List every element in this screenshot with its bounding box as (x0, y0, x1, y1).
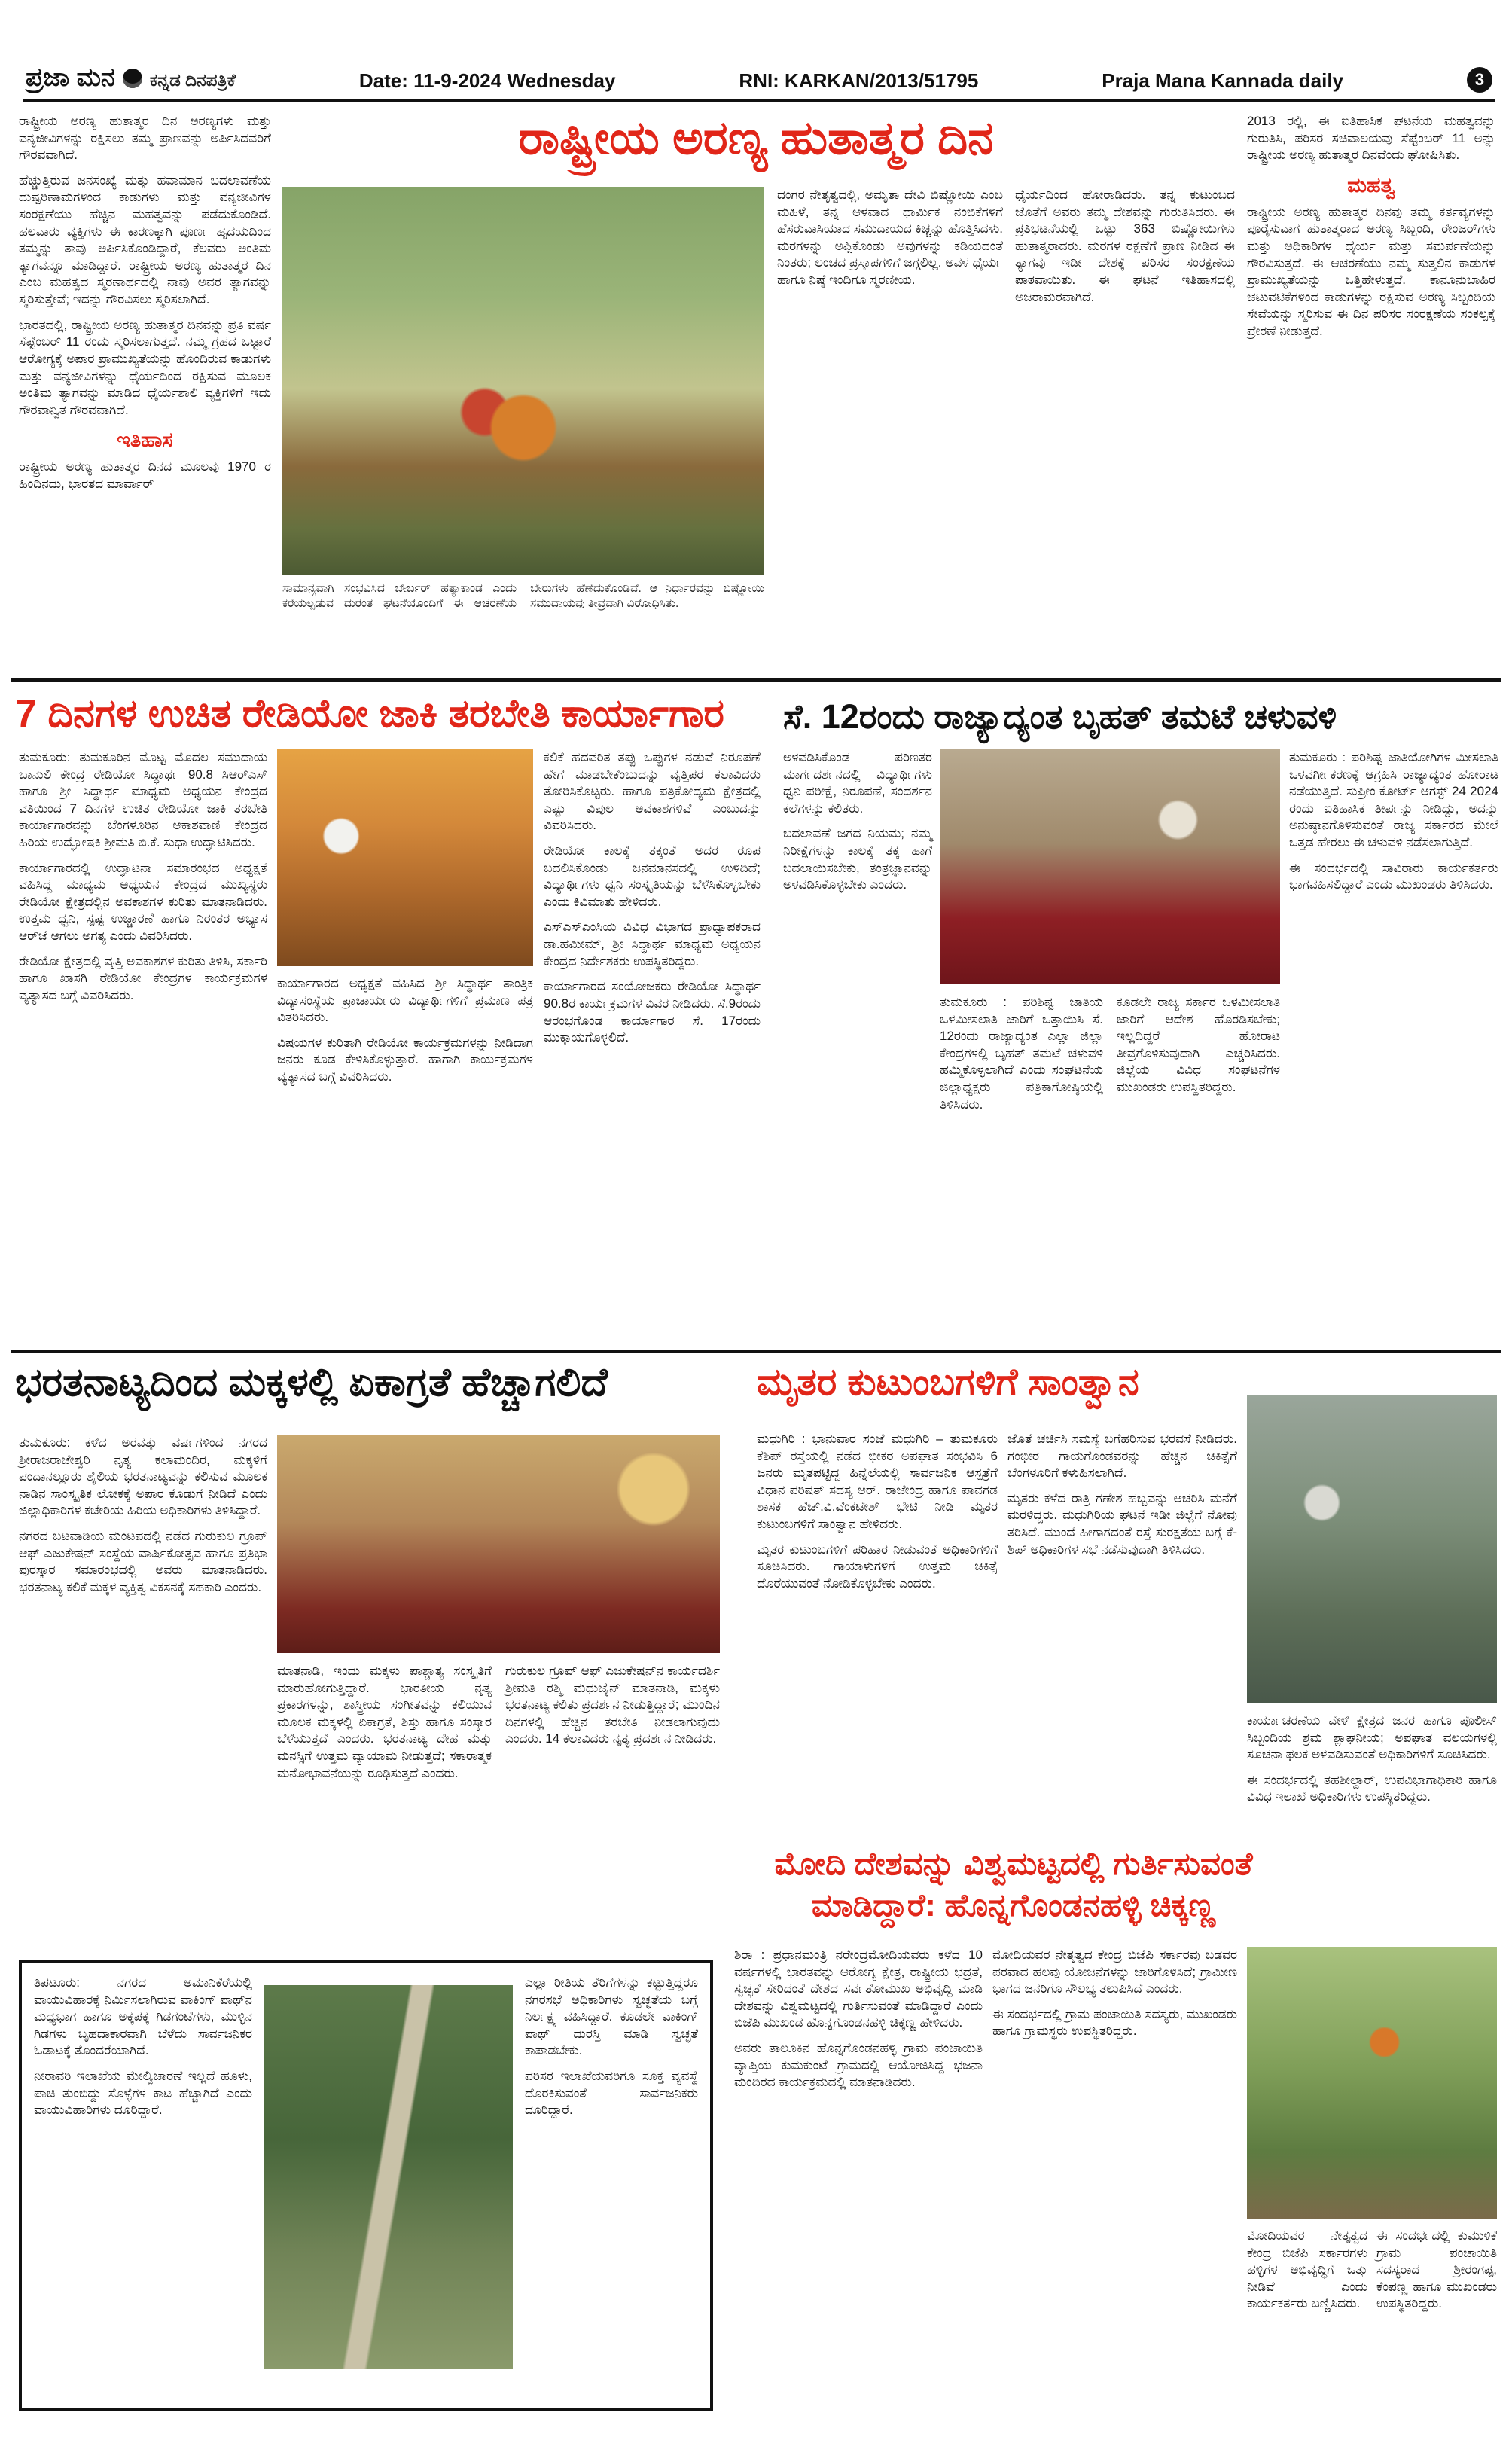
radio-article-col1 (19, 749, 267, 1346)
forest-article-headline: ರಾಷ್ಟ್ರೀಯ ಅರಣ್ಯ ಹುತಾತ್ಮರ ದಿನ (518, 112, 994, 164)
modi-headline-line2: ಮಾಡಿದ್ದಾರೆ: ಹೊನ್ನಗೊಂಡನಹಳ್ಳಿ ಚಿಕ್ಕಣ್ಣ (811, 1886, 1216, 1923)
paragraph: ತಿಪಟೂರು: ನಗರದ ಅಮಾನಿಕೆರೆಯಲ್ಲಿ ವಾಯುವಿಹಾರಕ್ಕೆ ನಿರ್ಮಿಸಲಾಗಿರುವ ವಾಕಿಂಗ್ ಪಾಥ್‌ನ ಮಧ್ಯಭಾಗ ಹಾಗೂ ಅಕ್ಕಪಕ್ಕ ಗಿಡಗಂಟೆಗಳು, ಮುಳ್ಳಿನ ಗಿಡಗಳು ಬೃಹದಾಕಾರವಾಗಿ ಬೆಳೆದು ಸಾರ್ವಜನಿಕರ ಓಡಾಟಕ್ಕೆ ತೊಂದರೆಯಾಗಿದೆ. (34, 1975, 252, 2058)
paragraph: ವಿಷಯಗಳ ಕುರಿತಾಗಿ ರೇಡಿಯೋ ಕಾರ್ಯಕ್ರಮಗಳನ್ನು ನೀಡಿದಾಗ ಜನರು ಕೂಡ ಕೇಳಿಸಿಕೊಳ್ಳುತ್ತಾರೆ. ಹಾಗಾಗಿ ಕಾರ್ಯಕ್ರಮಗಳ ವ್ಯತ್ಯಾಸದ ಬಗ್ಗೆ ವಿವರಿಸಿದರು. (277, 1035, 533, 1084)
tamate-article-right-col (1289, 749, 1498, 1346)
forest-importance-heading: ಮಹತ್ವ (1347, 173, 1395, 197)
forest-memorial-photo (282, 187, 764, 575)
paragraph: ಮಾತನಾಡಿ, ಇಂದು ಮಕ್ಕಳು ಪಾಶ್ಚಾತ್ಯ ಸಂಸ್ಕೃತಿಗೆ ಮಾರುಹೋಗುತ್ತಿದ್ದಾರೆ. ಭಾರತೀಯ ನೃತ್ಯ ಪ್ರಕಾರಗಳನ್ನು, ಶಾಸ್ತ್ರೀಯ ಸಂಗೀತವನ್ನು ಕಲಿಯುವ ಮೂಲಕ ಮಕ್ಕಳಲ್ಲಿ ಏಕಾಗ್ರತೆ, ಶಿಸ್ತು ಹಾಗೂ ಸಂಸ್ಕಾರ ಬೆಳೆಯುತ್ತದೆ ಎಂದರು. ಭರತನಾಟ್ಯ ದೇಹ ಮತ್ತು ಮನಸ್ಸಿಗೆ ಉತ್ತಮ ವ್ಯಾಯಾಮ ನೀಡುತ್ತದೆ; ಸಕಾರಾತ್ಮಕ ಮನೋಭಾವನೆಯನ್ನು ರೂಢಿಸುತ್ತದೆ ಎಂದರು. (277, 1664, 492, 1780)
radio-article-col4 (783, 749, 932, 1346)
lake-complaint-box (19, 1960, 713, 2411)
paragraph: ಗುರುಕುಲ ಗ್ರೂಪ್ ಆಫ್ ಎಜುಕೇಷನ್‌ನ ಕಾರ್ಯದರ್ಶಿ ಶ್ರೀಮತಿ ರಶ್ಮಿ ಮಧುಜೈನ್ ಮಾತನಾಡಿ, ಮಕ್ಕಳು ಭರತನಾಟ್ಯ ಕಲಿತು ಪ್ರದರ್ಶನ ನೀಡುತ್ತಿದ್ದಾರೆ; ಮುಂದಿನ ದಿನಗಳಲ್ಲಿ ಹೆಚ್ಚಿನ ತರಬೇತಿ ನೀಡಲಾಗುವುದು ಎಂದರು. 14 ಕಲಾವಿದರು ನೃತ್ಯ ಪ್ರದರ್ಶನ ನೀಡಿದರು. (505, 1664, 720, 1746)
section-divider (11, 1350, 1501, 1353)
bharatanatya-article-under-photo (277, 1663, 720, 1953)
paragraph: ತುಮಕೂರು : ಪರಿಶಿಷ್ಟ ಜಾತಿಯೋಗಿಗಳ ಮೀಸಲಾತಿ ಒಳವರ್ಗೀಕರಣಕ್ಕೆ ಆಗ್ರಹಿಸಿ ರಾಜ್ಯಾದ್ಯಂತ ಹೋರಾಟ ನಡೆಯುತ್ತಿದೆ. ಸುಪ್ರೀಂ ಕೋರ್ಟ್ ಆಗಸ್ಟ್ 24 2024 ರಂದು ಐತಿಹಾಸಿಕ ತೀರ್ಪನ್ನು ನೀಡಿದ್ದು, ಅದನ್ನು ಅನುಷ್ಠಾನಗೊಳಿಸುವಂತೆ ರಾಜ್ಯ ಸರ್ಕಾರದ ಮೇಲೆ ಒತ್ತಡ ಹೇರಲು ಈ ಚಳುವಳಿ ನಡೆಸಲಾಗುತ್ತಿದೆ. (1289, 750, 1498, 850)
accident-article-headline: ಮೃತರ ಕುಟುಂಬಗಳಿಗೆ ಸಾಂತ್ವಾನ (757, 1361, 1139, 1403)
paragraph: ಅವರು ತಾಲೂಕಿನ ಹೊನ್ನಗೊಂಡನಹಳ್ಳಿ ಗ್ರಾಮ ಪಂಚಾಯಿತಿ ವ್ಯಾಪ್ತಿಯ ಕುಮಕುಂಟೆ ಗ್ರಾಮದಲ್ಲಿ ಆಯೋಜಿಸಿದ್ದ ಭಜನಾ ಮಂದಿರದ ಕಾರ್ಯಕ್ರಮದಲ್ಲಿ ಮಾತನಾಡಿದರು. (734, 2041, 983, 2090)
paper-name-english: Praja Mana Kannada daily (1102, 69, 1344, 92)
masthead-title: ಪ್ರಜಾ ಮನ (26, 63, 115, 92)
modi-article-col3 (1247, 2228, 1367, 2429)
paragraph: ಈ ಸಂದರ್ಭದಲ್ಲಿ ಗ್ರಾಮ ಪಂಚಾಯಿತಿ ಸದಸ್ಯರು, ಮುಖಂಡರು ಹಾಗೂ ಗ್ರಾಮಸ್ಥರು ಉಪಸ್ಥಿತರಿದ್ದರು. (992, 2006, 1237, 2039)
paragraph: ಭಾರತದಲ್ಲಿ, ರಾಷ್ಟ್ರೀಯ ಅರಣ್ಯ ಹುತಾತ್ಮರ ದಿನವನ್ನು ಪ್ರತಿ ವರ್ಷ ಸೆಪ್ಟೆಂಬರ್ 11 ರಂದು ಸ್ಮರಿಸಲಾಗುತ್ತದೆ. ನಮ್ಮ ಗ್ರಹದ ಒಟ್ಟಾರೆ ಆರೋಗ್ಯಕ್ಕೆ ಅಪಾರ ಪ್ರಾಮುಖ್ಯತೆಯನ್ನು ಹೊಂದಿರುವ ಕಾಡುಗಳು ಮತ್ತು ವನ್ಯಜೀವಿಗಳನ್ನು ಧೈರ್ಯದಿಂದ ರಕ್ಷಿಸುವ ಮೂಲಕ ಅಂತಿಮ ತ್ಯಾಗವನ್ನು ಮಾಡಿದ ಧೈರ್ಯಶಾಲಿ ವ್ಯಕ್ತಿಗಳಿಗೆ ಇದು ಗೌರವಾನ್ವಿತ ಗೌರವವಾಗಿದೆ. (19, 317, 271, 417)
paragraph: ತುಮಕೂರು : ಪರಿಶಿಷ್ಟ ಜಾತಿಯ ಒಳಮೀಸಲಾತಿ ಜಾರಿಗೆ ಒತ್ತಾಯಿಸಿ ಸೆ. 12ರಂದು ರಾಜ್ಯಾದ್ಯಂತ ಎಲ್ಲಾ ಜಿಲ್ಲಾ ಕೇಂದ್ರಗಳಲ್ಲಿ ಬೃಹತ್ ತಮಟೆ ಚಳುವಳಿ ಹಮ್ಮಿಕೊಳ್ಳಲಾಗಿದೆ ಎಂದು ಸಂಘಟನೆಯ ಜಿಲ್ಲಾಧ್ಯಕ್ಷರು ಪತ್ರಿಕಾಗೋಷ್ಠಿಯಲ್ಲಿ ತಿಳಿಸಿದರು. (940, 995, 1103, 1112)
modi-article-col4 (1376, 2228, 1497, 2429)
accident-article-col1 (757, 1431, 998, 1834)
paragraph: ಕಾರ್ಯಾಗಾರದ ಸಂಯೋಜಕರು ರೇಡಿಯೋ ಸಿದ್ಧಾರ್ಥ 90.8ರ ಕಾರ್ಯಕ್ರಮಗಳ ವಿವರ ನೀಡಿದರು. ಸೆ.9ರಂದು ಆರಂಭಗೊಂಡ ಕಾರ್ಯಾಗಾರ ಸೆ. 17ರಂದು ಮುಕ್ತಾಯಗೊಳ್ಳಲಿದೆ. (544, 979, 761, 1045)
forest-article-col4 (1247, 113, 1495, 674)
paragraph: ಹೆಚ್ಚುತ್ತಿರುವ ಜನಸಂಖ್ಯೆ ಮತ್ತು ಹವಾಮಾನ ಬದಲಾವಣೆಯ ದುಷ್ಪರಿಣಾಮಗಳಿಂದ ಕಾಡುಗಳು ಮತ್ತು ವನ್ಯಜೀವಿಗಳ ಸಂರಕ್ಷಣೆಯು ಹೆಚ್ಚಿನ ಮಹತ್ವವನ್ನು ಪಡೆದುಕೊಂಡಿದೆ. ಹಲವಾರು ವ್ಯಕ್ತಿಗಳು ಈ ಕಾರಣಕ್ಕಾಗಿ ಪೂರ್ಣ ಹೃದಯದಿಂದ ತಮ್ಮನ್ನು ತಾವು ಅರ್ಪಿಸಿಕೊಂಡಿದ್ದಾರೆ, ಕೆಲವರು ಅಂತಿಮ ತ್ಯಾಗವನ್ನೂ ಮಾಡಿದ್ದಾರೆ. ರಾಷ್ಟ್ರೀಯ ಅರಣ್ಯ ಹುತಾತ್ಮರ ದಿನ ಎಂಬ ಮಹತ್ವದ ಸ್ಮರಣಾರ್ಥದಲ್ಲಿ ನಾವು ಅವರ ತ್ಯಾಗವನ್ನು ಸ್ಮರಿಸುತ್ತೇವೆ; ಇದನ್ನು ಗೌರವಿಸಲು ಸ್ಮರಿಸಲಾಗಿದೆ. (19, 172, 271, 307)
radio-article-headline: 7 ದಿನಗಳ ಉಚಿತ ರೇಡಿಯೋ ಜಾಕಿ ತರಬೇತಿ ಕಾರ್ಯಾಗಾರ (15, 692, 724, 736)
page-header (23, 63, 1495, 102)
bharatanatya-article-headline: ಭರತನಾಟ್ಯದಿಂದ ಮಕ್ಕಳಲ್ಲಿ ಏಕಾಗ್ರತೆ ಹೆಚ್ಚಾಗಲಿದೆ (15, 1361, 608, 1405)
page-number-badge: 3 (1467, 67, 1492, 93)
paragraph: ಧೈರ್ಯದಿಂದ ಹೋರಾಡಿದರು. ತನ್ನ ಕುಟುಂಬದ ಜೊತೆಗೆ ಅವರು ತಮ್ಮ ದೇಶವನ್ನು ಗುರುತಿಸಿದರು. ಈ ಪ್ರತಿಭಟನೆಯಲ್ಲಿ ಒಟ್ಟು 363 ಬಿಷ್ಣೋಯಿಗಳು ಹುತಾತ್ಮರಾದರು. ಮರಗಳ ರಕ್ಷಣೆಗೆ ಪ್ರಾಣ ನೀಡಿದ ಈ ತ್ಯಾಗವು ಇಡೀ ದೇಶಕ್ಕೆ ಪರಿಸರ ಸಂರಕ್ಷಣೆಯ ಪಾಠವಾಯಿತು. ಈ ಘಟನೆ ಇತಿಹಾಸದಲ್ಲಿ ಅಜರಾಮರವಾಗಿದೆ. (1015, 188, 1235, 304)
paragraph: ರಾಷ್ಟ್ರೀಯ ಅರಣ್ಯ ಹುತಾತ್ಮರ ದಿನದ ಮೂಲವು 1970 ರ ಹಿಂದಿನದು, ಭಾರತದ ಮಾರ್ವಾರ್ (19, 459, 271, 491)
forest-photo-caption: ಸಾಮಾನ್ಯವಾಗಿ ಸಂಭವಿಸಿದ ಬೇರ್ಬರ್ ಹತ್ಯಾಕಾಂಡ ಎಂದು ಕರೆಯಲ್ಪಡುವ ದುರಂತ ಘಟನೆಯೊಂದಿಗೆ ಈ ಆಚರಣೆಯ ಬೇರುಗಳು ಹೆಣೆದುಕೊಂಡಿವೆ. ಆ ನಿರ್ಧಾರವನ್ನು ಬಿಷ್ಣೋಯಿ ಸಮುದಾಯವು ತೀವ್ರವಾಗಿ ವಿರೋಧಿಸಿತು. (282, 582, 764, 611)
paragraph: ಮೃತರು ಕಳೆದ ರಾತ್ರಿ ಗಣೇಶ ಹಬ್ಬವನ್ನು ಆಚರಿಸಿ ಮನೆಗೆ ಮರಳಿದ್ದರು. ಮಧುಗಿರಿಯ ಘಟನೆ ಇಡೀ ಜಿಲ್ಲೆಗೆ ನೋವು ತರಿಸಿದೆ. ಮುಂದೆ ಹೀಗಾಗದಂತೆ ರಸ್ತೆ ಸುರಕ್ಷತೆಯ ಬಗ್ಗೆ ಕೆ-ಶಿಪ್ ಅಧಿಕಾರಿಗಳ ಸಭೆ ನಡೆಸುವುದಾಗಿ ತಿಳಿಸಿದರು. (1007, 1490, 1237, 1557)
lake-walking-path-photo (264, 1985, 513, 2369)
masthead (26, 63, 236, 93)
modi-headline-line1: ಮೋದಿ ದೇಶವನ್ನು ವಿಶ್ವಮಟ್ಟದಲ್ಲಿ ಗುರ್ತಿಸುವಂತೆ (774, 1846, 1253, 1881)
paragraph: ಕೂಡಲೇ ರಾಜ್ಯ ಸರ್ಕಾರ ಒಳಮೀಸಲಾತಿ ಜಾರಿಗೆ ಆದೇಶ ಹೊರಡಿಸಬೇಕು; ಇಲ್ಲದಿದ್ದರೆ ಹೋರಾಟ ತೀವ್ರಗೊಳಿಸುವುದಾಗಿ ಎಚ್ಚರಿಸಿದರು. ಜಿಲ್ಲೆಯ ವಿವಿಧ ಸಂಘಟನೆಗಳ ಮುಖಂಡರು ಉಪಸ್ಥಿತರಿದ್ದರು. (1117, 995, 1280, 1095)
bharatanatya-article-col1 (19, 1435, 267, 1953)
lake-box-col2 (525, 1975, 698, 2396)
paragraph: ಮೋದಿಯವರ ನೇತೃತ್ವದ ಕೇಂದ್ರ ಬಿಜೆಪಿ ಸರ್ಕಾರಗಳು ಹಳ್ಳಿಗಳ ಅಭಿವೃದ್ಧಿಗೆ ಒತ್ತು ನೀಡಿವೆ ಎಂದು ಕಾರ್ಯಕರ್ತರು ಬಣ್ಣಿಸಿದರು. (1247, 2228, 1367, 2311)
date-line: Date: 11-9-2024 Wednesday (358, 69, 616, 92)
paragraph: ಎಸ್‌ಎಸ್‌ಎಂಸಿಯ ವಿವಿಧ ವಿಭಾಗದ ಪ್ರಾಧ್ಯಾಪಕರಾದ ಡಾ.ಹಮೀಮ್, ಶ್ರೀ ಸಿದ್ಧಾರ್ಥ ಮಾಧ್ಯಮ ಅಧ್ಯಯನ ಕೇಂದ್ರದ ನಿರ್ದೇಶಕರು ಉಪಸ್ಥಿತರಿದ್ದರು. (544, 920, 761, 968)
accident-visit-photo (1247, 1395, 1497, 1703)
tamate-article-under-photo (940, 994, 1280, 1345)
forest-article-col2 (777, 187, 1003, 673)
paragraph: ಅಳವಡಿಸಿಕೊಂಡ ಪರಿಣತರ ಮಾರ್ಗದರ್ಶನದಲ್ಲಿ ವಿದ್ಯಾರ್ಥಿಗಳು ಧ್ವನಿ ಪರೀಕ್ಷೆ, ನಿರೂಪಣೆ, ಸಂದರ್ಶನ ಕಲೆಗಳನ್ನು ಕಲಿತರು. (783, 750, 932, 816)
village-program-photo (1247, 1947, 1497, 2219)
paragraph: ರಾಷ್ಟ್ರೀಯ ಅರಣ್ಯ ಹುತಾತ್ಮರ ದಿನ ಅರಣ್ಯಗಳು ಮತ್ತು ವನ್ಯಜೀವಿಗಳನ್ನು ರಕ್ಷಿಸಲು ತಮ್ಮ ಪ್ರಾಣವನ್ನು ಅರ್ಪಿಸಿದವರಿಗೆ ಗೌರವವಾಗಿದೆ. (19, 114, 271, 163)
paragraph: ರೇಡಿಯೋ ಕ್ಷೇತ್ರದಲ್ಲಿ ವೃತ್ತಿ ಅವಕಾಶಗಳ ಕುರಿತು ತಿಳಿಸಿ, ಸರ್ಕಾರಿ ಹಾಗೂ ಖಾಸಗಿ ರೇಡಿಯೋ ಕೇಂದ್ರಗಳ ಕಾರ್ಯಕ್ರಮಗಳ ವ್ಯತ್ಯಾಸದ ಬಗ್ಗೆ ವಿವರಿಸಿದರು. (19, 953, 267, 1002)
paragraph: ರಾಷ್ಟ್ರೀಯ ಅರಣ್ಯ ಹುತಾತ್ಮರ ದಿನವು ತಮ್ಮ ಕರ್ತವ್ಯಗಳನ್ನು ಪೂರೈಸುವಾಗ ಹುತಾತ್ಮರಾದ ಅರಣ್ಯ ಸಿಬ್ಬಂದಿ, ರೇಂಜರ್‌ಗಳು ಮತ್ತು ಅಧಿಕಾರಿಗಳ ಧೈರ್ಯ ಮತ್ತು ಸಮರ್ಪಣೆಯನ್ನು ಗೌರವಿಸುತ್ತದೆ. ಈ ಆಚರಣೆಯು ನಮ್ಮ ಸುತ್ತಲಿನ ಕಾಡುಗಳ ಪ್ರಾಮುಖ್ಯತೆಯನ್ನು ಒತ್ತಿಹೇಳುತ್ತದೆ. ಕಾನೂನುಬಾಹಿರ ಚಟುವಟಿಕೆಗಳಿಂದ ಕಾಡುಗಳನ್ನು ರಕ್ಷಿಸುವ ಅರಣ್ಯ ಸಿಬ್ಬಂದಿಯ ಸೇವೆಯನ್ನು ಸ್ಮರಿಸುವ ಈ ದಿನ ಪರಿಸರ ಸಂರಕ್ಷಣೆಯ ಸಂಕಲ್ಪಕ್ಕೆ ಪ್ರೇರಣೆ ನೀಡುತ್ತದೆ. (1247, 204, 1495, 338)
paragraph: ಮಧುಗಿರಿ : ಭಾನುವಾರ ಸಂಜೆ ಮಧುಗಿರಿ – ತುಮಕೂರು ಕೆಶಿಪ್ ರಸ್ತೆಯಲ್ಲಿ ನಡೆದ ಭೀಕರ ಅಪಘಾತ ಸಂಭವಿಸಿ 6 ಜನರು ಮೃತಪಟ್ಟಿದ್ದ ಹಿನ್ನೆಲೆಯಲ್ಲಿ ಸಾರ್ವಜನಿಕ ಆಸ್ಪತ್ರೆಗೆ ವಿಧಾನ ಪರಿಷತ್ ಸದಸ್ಯ ಆರ್. ರಾಜೇಂದ್ರ ಹಾಗೂ ಪಾವಗಡ ಶಾಸಕ ಹೆಚ್.ವಿ.ವೆಂಕಟೇಶ್ ಭೇಟಿ ನೀಡಿ ಮೃತರ ಕುಟುಂಬಗಳಿಗೆ ಸಾಂತ್ವಾನ ಹೇಳಿದರು. (757, 1432, 998, 1532)
paragraph: ಪರಿಸರ ಇಲಾಖೆಯವರಿಗೂ ಸೂಕ್ತ ವ್ಯವಸ್ಥೆ ದೊರಕಿಸುವಂತೆ ಸಾರ್ವಜನಿಕರು ದೂರಿದ್ದಾರೆ. (525, 2069, 698, 2118)
paragraph: ಮೋದಿಯವರ ನೇತೃತ್ವದ ಕೇಂದ್ರ ಬಿಜೆಪಿ ಸರ್ಕಾರವು ಬಡವರ ಪರವಾದ ಹಲವು ಯೋಜನೆಗಳನ್ನು ಜಾರಿಗೊಳಿಸಿದೆ; ಗ್ರಾಮೀಣ ಭಾಗದ ಜನರಿಗೂ ಸೌಲಭ್ಯ ತಲುಪಿಸಿದೆ ಎಂದರು. (992, 1947, 1237, 1996)
rni-number: RNI: KARKAN/2013/51795 (739, 69, 979, 92)
paragraph: ಕಾರ್ಯಾಗಾರದಲ್ಲಿ ಉದ್ಘಾಟನಾ ಸಮಾರಂಭದ ಅಧ್ಯಕ್ಷತೆ ವಹಿಸಿದ್ದ ಮಾಧ್ಯಮ ಅಧ್ಯಯನ ಕೇಂದ್ರದ ಮುಖ್ಯಸ್ಥರು ರೇಡಿಯೋ ಕ್ಷೇತ್ರದಲ್ಲಿನ ಅವಕಾಶಗಳ ಕುರಿತು ಮಾತನಾಡಿದರು. ಉತ್ತಮ ಧ್ವನಿ, ಸ್ಪಷ್ಟ ಉಚ್ಚಾರಣೆ ಹಾಗೂ ನಿರಂತರ ಅಭ್ಯಾಸ ಆರ್‌ಜೆ ಆಗಲು ಅಗತ್ಯ ಎಂದು ವಿವರಿಸಿದರು. (19, 860, 267, 944)
paragraph: ಎಲ್ಲಾ ರೀತಿಯ ತೆರಿಗೆಗಳನ್ನು ಕಟ್ಟುತ್ತಿದ್ದರೂ ನಗರಸಭೆ ಅಧಿಕಾರಿಗಳು ಸ್ವಚ್ಛತೆಯ ಬಗ್ಗೆ ನಿರ್ಲಕ್ಷ್ಯ ವಹಿಸಿದ್ದಾರೆ. ಕೂಡಲೇ ವಾಕಿಂಗ್ ಪಾಥ್ ದುರಸ್ತಿ ಮಾಡಿ ಸ್ವಚ್ಛತೆ ಕಾಪಾಡಬೇಕು. (525, 1975, 698, 2058)
masthead-logo-icon (123, 69, 142, 88)
paragraph: ಈ ಸಂದರ್ಭದಲ್ಲಿ ಸಾವಿರಾರು ಕಾರ್ಯಕರ್ತರು ಭಾಗವಹಿಸಲಿದ್ದಾರೆ ಎಂದು ಮುಖಂಡರು ತಿಳಿಸಿದರು. (1289, 860, 1498, 892)
paragraph: ಈ ಸಂದರ್ಭದಲ್ಲಿ ತಹಶೀಲ್ದಾರ್, ಉಪವಿಭಾಗಾಧಿಕಾರಿ ಹಾಗೂ ವಿವಿಧ ಇಲಾಖೆ ಅಧಿಕಾರಿಗಳು ಉಪಸ್ಥಿತರಿದ್ದರು. (1247, 1772, 1497, 1804)
paragraph: ಈ ಸಂದರ್ಭದಲ್ಲಿ ಕುಮುಳಿಕೆ ಗ್ರಾಮ ಪಂಚಾಯಿತಿ ಸದಸ್ಯರಾದ ಶ್ರೀರಂಗಪ್ಪ, ಕೆಂಪಣ್ಣ ಹಾಗೂ ಮುಖಂಡರು ಉಪಸ್ಥಿತರಿದ್ದರು. (1376, 2228, 1497, 2311)
bharatanatya-group-photo (277, 1435, 720, 1653)
paragraph: ನಗರದ ಬಟವಾಡಿಯ ಮಂಟಪದಲ್ಲಿ ನಡೆದ ಗುರುಕುಲ ಗ್ರೂಪ್ ಆಫ್ ಎಜುಕೇಷನ್ ಸಂಸ್ಥೆಯ ವಾರ್ಷಿಕೋತ್ಸವ ಹಾಗೂ ಪ್ರತಿಭಾ ಪುರಸ್ಕಾರ ಸಮಾರಂಭದಲ್ಲಿ ಅವರು ಮಾತನಾಡಿದರು. ಭರತನಾಟ್ಯ ಕಲಿಕೆ ಮಕ್ಕಳ ವ್ಯಕ್ತಿತ್ವ ವಿಕಸನಕ್ಕೆ ಸಹಕಾರಿ ಎಂದರು. (19, 1529, 267, 1594)
masthead-subtitle: ಕನ್ನಡ ದಿನಪತ್ರಿಕೆ (149, 70, 236, 90)
paragraph: ಜೊತೆ ಚರ್ಚಿಸಿ ಸಮಸ್ಯೆ ಬಗೆಹರಿಸುವ ಭರವಸೆ ನೀಡಿದರು. ಗಂಭೀರ ಗಾಯಗೊಂಡವರನ್ನು ಹೆಚ್ಚಿನ ಚಿಕಿತ್ಸೆಗೆ ಬೆಂಗಳೂರಿಗೆ ಕಳುಹಿಸಲಾಗಿದೆ. (1007, 1432, 1237, 1481)
paragraph: ಮೃತರ ಕುಟುಂಬಗಳಿಗೆ ಪರಿಹಾರ ನೀಡುವಂತೆ ಅಧಿಕಾರಿಗಳಿಗೆ ಸೂಚಿಸಿದರು. ಗಾಯಾಳುಗಳಿಗೆ ಉತ್ತಮ ಚಿಕಿತ್ಸೆ ದೊರೆಯುವಂತೆ ನೋಡಿಕೊಳ್ಳಬೇಕು ಎಂದರು. (757, 1542, 998, 1591)
lake-box-col1 (34, 1975, 252, 2396)
tamate-article-headline: ಸೆ. 12ರಂದು ರಾಜ್ಯಾದ್ಯಂತ ಬೃಹತ್ ತಮಟೆ ಚಳುವಳಿ (783, 697, 1337, 736)
section-divider (11, 678, 1501, 682)
paragraph: 2013 ರಲ್ಲಿ, ಈ ಐತಿಹಾಸಿಕ ಘಟನೆಯ ಮಹತ್ವವನ್ನು ಗುರುತಿಸಿ, ಪರಿಸರ ಸಚಿವಾಲಯವು ಸೆಪ್ಟೆಂಬರ್ 11 ಅನ್ನು ರಾಷ್ಟ್ರೀಯ ಅರಣ್ಯ ಹುತಾತ್ಮರ ದಿನವೆಂದು ಘೋಷಿಸಿತು. (1247, 114, 1495, 163)
tamate-press-meet-photo (940, 749, 1280, 984)
radio-workshop-photo (277, 749, 533, 966)
paragraph: ಕಾರ್ಯಾಗಾರದ ಅಧ್ಯಕ್ಷತೆ ವಹಿಸಿದ ಶ್ರೀ ಸಿದ್ಧಾರ್ಥ ತಾಂತ್ರಿಕ ವಿದ್ಯಾಸಂಸ್ಥೆಯ ಪ್ರಾಚಾರ್ಯರು ವಿದ್ಯಾರ್ಥಿಗಳಿಗೆ ಪ್ರಮಾಣ ಪತ್ರ ವಿತರಿಸಿದರು. (277, 976, 533, 1025)
forest-article-col1 (19, 113, 271, 674)
accident-article-col2 (1007, 1431, 1237, 1834)
modi-article-headline (753, 1844, 1274, 1926)
paragraph: ಬದಲಾವಣೆ ಜಗದ ನಿಯಮ; ನಮ್ಮ ನಿರೀಕ್ಷೆಗಳನ್ನು ಕಾಲಕ್ಕೆ ತಕ್ಕ ಹಾಗೆ ಬದಲಾಯಿಸಬೇಕು, ತಂತ್ರಜ್ಞಾನವನ್ನು ಅಳವಡಿಸಿಕೊಳ್ಳಬೇಕು ಎಂದರು. (783, 826, 932, 892)
paragraph: ಕಲಿಕೆ ಹದವರಿತ ತಪ್ಪು ಒಪ್ಪುಗಳ ನಡುವೆ ನಿರೂಪಣೆ ಹೇಗೆ ಮಾಡಬೇಕೆಂಬುದನ್ನು ವೃತ್ತಿಪರ ಕಲಾವಿದರು ತೋರಿಸಿಕೊಟ್ಟರು. ಹಾಗೂ ಪತ್ರಿಕೋದ್ಯಮ ಕ್ಷೇತ್ರದಲ್ಲಿ ಎಷ್ಟು ವಿಪುಲ ಅವಕಾಶಗಳಿವೆ ಎಂಬುದನ್ನು ವಿವರಿಸಿದರು. (544, 750, 761, 833)
forest-article-col3 (1015, 187, 1235, 673)
paragraph: ರೇಡಿಯೋ ಕಾಲಕ್ಕೆ ತಕ್ಕಂತೆ ಅದರ ರೂಪ ಬದಲಿಸಿಕೊಂಡು ಜನಮಾನಸದಲ್ಲಿ ಉಳಿದಿದೆ; ವಿದ್ಯಾರ್ಥಿಗಳು ಧ್ವನಿ ಸಂಸ್ಕೃತಿಯನ್ನು ಬೆಳೆಸಿಕೊಳ್ಳಬೇಕು ಎಂದು ಕಿವಿಮಾತು ಹೇಳಿದರು. (544, 843, 761, 909)
paragraph: ದಂಗರ ನೇತೃತ್ವದಲ್ಲಿ, ಅಮೃತಾ ದೇವಿ ಬಿಷ್ಣೋಯಿ ಎಂಬ ಮಹಿಳೆ, ತನ್ನ ಆಳವಾದ ಧಾರ್ಮಿಕ ನಂಬಿಕೆಗಳಿಗೆ ಹೆಸರುವಾಸಿಯಾದ ಸಮುದಾಯದ ಕಿಚ್ಚನ್ನು ಹೊತ್ತಿಸಿದಳು. ಮರಗಳನ್ನು ಅಪ್ಪಿಕೊಂಡು ಅವುಗಳನ್ನು ಕಡಿಯದಂತೆ ನಿಂತರು; ಲಂಚದ ಪ್ರಸ್ತಾಪಗಳಿಗೆ ಜಗ್ಗಲಿಲ್ಲ. ಅವಳ ಧೈರ್ಯ ಹಾಗೂ ನಿಷ್ಠೆ ಇಂದಿಗೂ ಸ್ಮರಣೀಯ. (777, 188, 1003, 288)
paragraph: ಕಾರ್ಯಾಚರಣೆಯ ವೇಳೆ ಕ್ಷೇತ್ರದ ಜನರ ಹಾಗೂ ಪೊಲೀಸ್ ಸಿಬ್ಬಂದಿಯ ಶ್ರಮ ಶ್ಲಾಘನೀಯ; ಅಪಘಾತ ವಲಯಗಳಲ್ಲಿ ಸೂಚನಾ ಫಲಕ ಅಳವಡಿಸುವಂತೆ ಅಧಿಕಾರಿಗಳಿಗೆ ಸೂಚಿಸಿದರು. (1247, 1713, 1497, 1762)
accident-article-right-col (1247, 1713, 1497, 1951)
radio-article-col2 (277, 975, 533, 1346)
paragraph: ತುಮಕೂರು: ಕಳೆದ ಅರವತ್ತು ವರ್ಷಗಳಿಂದ ನಗರದ ಶ್ರೀರಾಜರಾಜೇಶ್ವರಿ ನೃತ್ಯ ಕಲಾಮಂದಿರ, ಮಕ್ಕಳಿಗೆ ಪಂದಾನಲ್ಲೂರು ಶೈಲಿಯ ಭರತನಾಟ್ಯವನ್ನು ಕಲಿಸುವ ಮೂಲಕ ನಾಡಿನ ಸಾಂಸ್ಕೃತಿಕ ಲೋಕಕ್ಕೆ ಅಪಾರ ಕೊಡುಗೆ ನೀಡಿದೆ ಎಂದು ಜಿಲ್ಲಾಧಿಕಾರಿಗಳ ಕಚೇರಿಯ ಹಿರಿಯ ಅಧಿಕಾರಿಗಳು ತಿಳಿಸಿದ್ದಾರೆ. (19, 1435, 267, 1518)
forest-history-heading: ಇತಿಹಾಸ (117, 429, 173, 452)
modi-article-col2 (992, 1947, 1237, 2417)
paragraph: ತುಮಕೂರು: ತುಮಕೂರಿನ ಮೊಟ್ಟ ಮೊದಲ ಸಮುದಾಯ ಬಾನುಲಿ ಕೇಂದ್ರ ರೇಡಿಯೋ ಸಿದ್ಧಾರ್ಥ 90.8 ಸಿಆರ್‌ಎಸ್ ಹಾಗೂ ಶ್ರೀ ಸಿದ್ಧಾರ್ಥ ಮಾಧ್ಯಮ ಅಧ್ಯಯನ ಕೇಂದ್ರದ ವತಿಯಿಂದ 7 ದಿನಗಳ ಉಚಿತ ರೇಡಿಯೋ ಜಾಕಿ ತರಬೇತಿ ಕಾರ್ಯಾಗಾರವನ್ನು ಬೆಂಗಳೂರಿನ ಆಕಾಶವಾಣಿ ಕೇಂದ್ರದ ಹಿರಿಯ ಉದ್ಘೋಷಕಿ ಶ್ರೀಮತಿ ಬಿ.ಕೆ. ಸುಧಾ ಉದ್ಘಾಟಿಸಿದರು. (19, 750, 267, 850)
paragraph: ನೀರಾವರಿ ಇಲಾಖೆಯ ಮೇಲ್ವಿಚಾರಣೆ ಇಲ್ಲದೆ ಹೂಳು, ಪಾಚಿ ತುಂಬಿದ್ದು ಸೊಳ್ಳೆಗಳ ಕಾಟ ಹೆಚ್ಚಾಗಿದೆ ಎಂದು ವಾಯುವಿಹಾರಿಗಳು ದೂರಿದ್ದಾರೆ. (34, 2069, 252, 2118)
modi-article-col1 (734, 1947, 983, 2417)
paragraph: ಶಿರಾ : ಪ್ರಧಾನಮಂತ್ರಿ ನರೇಂದ್ರಮೋದಿಯವರು ಕಳೆದ 10 ವರ್ಷಗಳಲ್ಲಿ ಭಾರತವನ್ನು ಆರೋಗ್ಯ ಕ್ಷೇತ್ರ, ರಾಷ್ಟ್ರೀಯ ಭದ್ರತೆ, ಸ್ವಚ್ಛತೆ ಸೇರಿದಂತೆ ದೇಶದ ಸರ್ವತೋಮುಖ ಅಭಿವೃದ್ಧಿ ಮಾಡಿ ದೇಶವನ್ನು ವಿಶ್ವಮಟ್ಟದಲ್ಲಿ ಗುರ್ತಿಸುವಂತೆ ಮಾಡಿದ್ದಾರೆ ಎಂದು ಬಿಜೆಪಿ ಮುಖಂಡ ಹೊನ್ನಗೊಂಡನಹಳ್ಳಿ ಚಿಕ್ಕಣ್ಣ ಹೇಳಿದರು. (734, 1947, 983, 2030)
radio-article-col3 (544, 749, 761, 1346)
